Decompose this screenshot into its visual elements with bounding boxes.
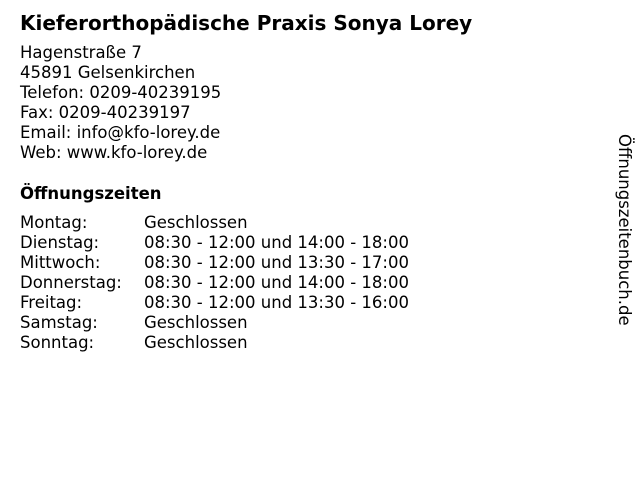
day-label: Freitag: <box>20 293 83 312</box>
time-value: Geschlossen <box>144 313 248 332</box>
hours-row-wednesday <box>20 253 409 273</box>
hours-row-monday <box>20 213 409 233</box>
hours-row-tuesday <box>20 233 409 253</box>
day-label: Sonntag: <box>20 333 95 352</box>
phone-number: Telefon: 0209-40239195 <box>20 83 222 102</box>
day-label: Montag: <box>20 213 88 232</box>
fax-number: Fax: 0209-40239197 <box>20 103 191 122</box>
time-value: Geschlossen <box>144 333 248 352</box>
opening-hours-table <box>20 213 409 353</box>
day-label: Samstag: <box>20 313 98 332</box>
brand-watermark: Öffnungszeitenbuch.de <box>615 134 634 326</box>
street-address: Hagenstraße 7 <box>20 43 142 62</box>
day-label: Mittwoch: <box>20 253 101 272</box>
opening-hours-heading: Öffnungszeiten <box>20 184 162 203</box>
hours-row-friday <box>20 293 409 313</box>
day-label: Dienstag: <box>20 233 100 252</box>
time-value: 08:30 - 12:00 und 13:30 - 17:00 <box>144 253 409 272</box>
time-value: 08:30 - 12:00 und 14:00 - 18:00 <box>144 233 409 252</box>
day-label: Donnerstag: <box>20 273 122 292</box>
hours-row-sunday <box>20 333 409 353</box>
email-address: Email: info@kfo-lorey.de <box>20 123 221 142</box>
practice-title: Kieferorthopädische Praxis Sonya Lorey <box>20 11 473 35</box>
time-value: Geschlossen <box>144 213 248 232</box>
time-value: 08:30 - 12:00 und 14:00 - 18:00 <box>144 273 409 292</box>
city-address: 45891 Gelsenkirchen <box>20 63 196 82</box>
time-value: 08:30 - 12:00 und 13:30 - 16:00 <box>144 293 409 312</box>
hours-row-thursday <box>20 273 409 293</box>
website-address: Web: www.kfo-lorey.de <box>20 143 208 162</box>
contact-block <box>20 43 221 163</box>
hours-row-saturday <box>20 313 409 333</box>
